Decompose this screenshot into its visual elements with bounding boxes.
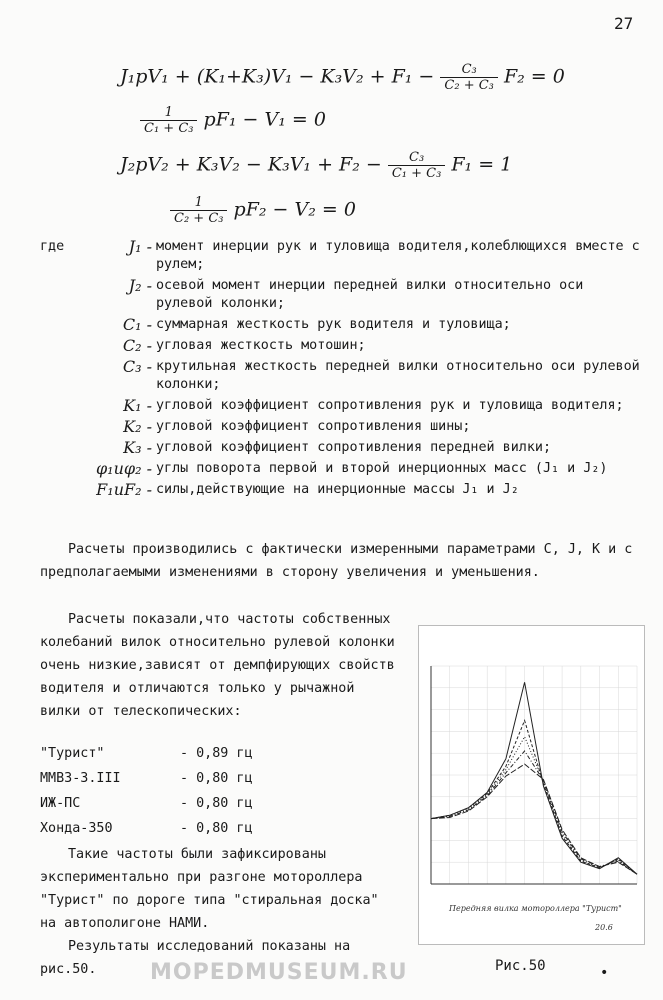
legend-item [40,238,640,274]
rate-name: "Турист" [40,746,105,761]
legend-item [40,418,640,436]
legend-symbol: K₂ - [123,417,152,436]
rate-name: Хонда-350 [40,821,113,836]
legend-item [40,439,640,457]
paragraph-experiment: Такие частоты были зафиксированы экспериментально при разгоне мотороллера "Турист" по дороге типа "стиральная доска" на автополигоне НАМИ. [40,847,379,931]
rate-name: ИЖ-ПС [40,796,81,811]
legend-symbol: F₁иF₂ - [96,480,152,499]
series-line-5 [431,764,637,874]
chart-grid [431,666,637,884]
page-number: 27 [614,14,634,33]
equation-2-fraction [140,105,197,136]
figure-inner-caption: Передняя вилка мотороллера "Турист" [449,904,622,913]
legend-symbol: K₃ - [123,438,152,457]
resonance-chart [419,626,644,944]
legend-item [40,481,640,499]
rate-value: - 0,89 гц [180,746,253,761]
equation-4-fraction [170,195,227,226]
legend-item [40,316,640,334]
legend-description: угловая жесткость мотошин; [156,338,366,353]
legend-description: угловой коэффициент сопротивления передней вилки; [156,440,552,455]
equation-1-rhs: F₂ = 0 [503,65,565,88]
equation-4 [170,195,356,226]
legend-description: углы поворота первой и второй инерционных масс (J₁ и J₂) [156,461,608,476]
legend-item [40,358,640,394]
equation-3-rhs: F₁ = 1 [451,153,513,176]
legend-symbol: K₁ - [123,396,152,415]
rate-value: - 0,80 гц [180,821,253,836]
fraction-denominator: C₁ + C₃ [391,166,442,181]
symbol-legend [40,238,640,502]
equation-3-lhs: J₂pV₂ + K₃V₂ − K₃V₁ + F₂ − [120,153,382,176]
legend-symbol: C₂ - [122,336,152,355]
equation-2 [140,105,326,136]
figure-inner-number: 20.6 [595,923,613,932]
figure-photo [418,625,645,945]
equation-1 [120,62,565,93]
equation-1-fraction [440,62,497,93]
series-line-4 [431,751,637,874]
legend-symbol: φ₁иφ₂ - [95,459,152,478]
watermark: MOPEDMUSEUM.RU [150,960,408,985]
fraction-denominator: C₂ + C₃ [174,211,224,226]
series-line-3 [431,737,637,874]
bullet-dot: • [600,965,609,981]
series-line-1 [431,682,637,874]
equation-4-rhs: pF₂ − V₂ = 0 [233,198,356,221]
legend-description: момент инерции рук и туловища водителя,колеблющихся вместе с рулем; [156,239,640,272]
figure-caption: Рис.50 [495,958,546,974]
fraction-numerator: 1 [140,105,197,121]
series-line-2 [431,721,637,875]
equation-3 [120,150,512,181]
legend-symbol: J₁ - [128,237,152,256]
paragraph-see-figure: Результаты исследований показаны на рис.50. [40,939,351,977]
legend-item [40,337,640,355]
legend-description: крутильная жесткость передней вилки относительно оси рулевой колонки; [156,359,640,392]
rate-name: ММВЗ-3.III [40,771,121,786]
legend-description: угловой коэффициент сопротивления рук и туловища водителя; [156,398,624,413]
chart-series [431,682,637,874]
fraction-denominator: C₁ + C₃ [144,121,194,136]
rate-value: - 0,80 гц [180,771,253,786]
legend-item [40,277,640,313]
equation-2-rhs: pF₁ − V₁ = 0 [203,108,326,131]
legend-description: силы,действующие на инерционные массы J₁ и J₂ [156,482,519,497]
rate-value: - 0,80 гц [180,796,253,811]
legend-symbol: J₂ - [128,276,152,295]
legend-item [40,460,640,478]
paragraph-calculations: Расчеты производились с фактически измеренными параметрами C, J, K и с предполагаемыми изменениями в сторону увеличения и уменьшения. [40,542,633,580]
equation-3-fraction [388,150,445,181]
legend-description: угловой коэффициент сопротивления шины; [156,419,471,434]
legend-item [40,397,640,415]
equation-1-lhs: J₁pV₁ + (K₁+K₃)V₁ − K₃V₂ + F₁ − [120,65,435,88]
fraction-numerator: C₃ [388,150,445,166]
legend-description: суммарная жесткость рук водителя и туловища; [156,317,511,332]
fraction-denominator: C₂ + C₃ [444,78,494,93]
legend-lead-word: где [40,239,65,254]
legend-symbol: C₁ - [122,315,152,334]
paragraph-results: Расчеты показали,что частоты собственных колебаний вилок относительно рулевой колонки очень низкие,зависят от демпфирующих свойств водителя и отличаются только у рычажной вилки от телескопических: [40,612,395,719]
fraction-numerator: 1 [170,195,227,211]
legend-symbol: C₃ - [122,357,152,376]
legend-description: осевой момент инерции передней вилки относительно оси рулевой колонки; [156,278,584,311]
fraction-numerator: C₃ [440,62,497,78]
